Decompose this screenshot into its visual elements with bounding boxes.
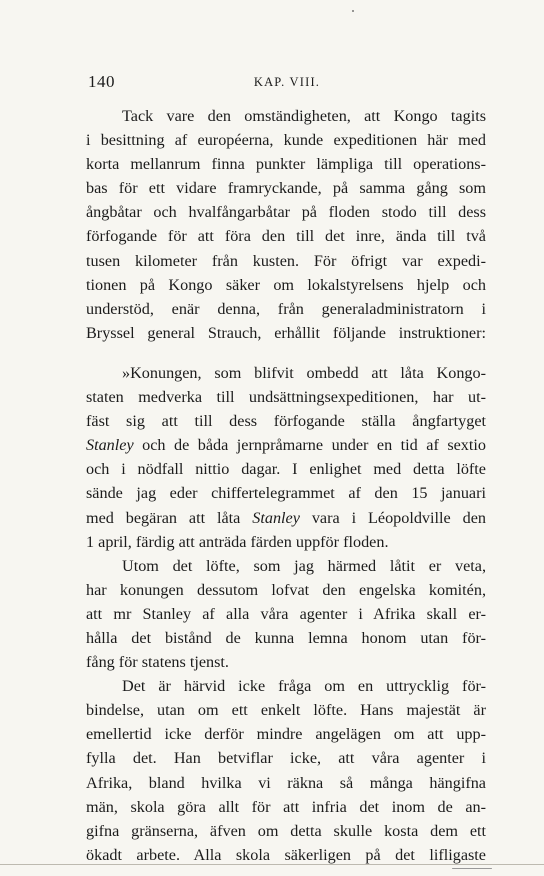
text-line: tionen på Kongo säker om lokalstyrelsens hjelp och (86, 275, 486, 294)
text-line: staten medverka till undsättningsexpeditionen, har ut- (86, 388, 486, 407)
text-line: Utom det löfte, som jag härmed låtit er veta, (122, 556, 486, 575)
paragraph-1 (86, 104, 486, 345)
page-header (88, 72, 486, 96)
text-line: Tack vare den omständigheten, att Kongo tagits (122, 107, 486, 125)
text-line: »Konungen, som blifvit ombedd att låta Kongo- (122, 363, 486, 382)
text-line: och i nödfall nittio dagar. I enlighet med detta löfte (86, 460, 486, 479)
text-line: gifna gränserna, äfven om detta skulle kosta dem ett (86, 821, 486, 840)
text-line: män, skola göra allt för att infria det inom de an- (86, 797, 486, 816)
body-text (86, 104, 486, 867)
paragraph-3 (86, 554, 486, 674)
paper-speck (352, 10, 354, 12)
text-line: i besittning af européerna, kunde expeditionen här med (86, 131, 486, 150)
text-line: förfogande för att föra den till det inre, ända till två (86, 227, 486, 246)
text-line: ångbåtar och hvalfångarbåtar på floden stodo till dess (86, 203, 486, 222)
text-line: bas för ett vidare framryckande, på samma gång som (86, 179, 486, 198)
ship-name: Stanley (86, 436, 134, 455)
text-line: tusen kilometer från kusten. För öfrigt var expedi- (86, 251, 486, 270)
text-line: Stanley och de båda jernpråmarne under en tid af sextio (86, 436, 486, 455)
text-line: fylla det. Han betviflar icke, att våra agenter i (86, 749, 486, 768)
text-line: understöd, enär denna, från generaladministratorn i (86, 299, 486, 318)
text-line: Bryssel general Strauch, erhållit följande instruktioner: (86, 323, 486, 342)
text-line: bindelse, utan om ett enkelt löfte. Hans majestät är (86, 701, 486, 720)
page-edge-rule (0, 864, 544, 865)
text-line: Det är härvid icke fråga om en uttrycklig för- (122, 677, 486, 696)
text-line: 1 april, färdig att anträda färden uppför floden. (86, 532, 389, 551)
text-line: hålla det bistånd de kunna lemna honom utan för- (86, 628, 486, 647)
text-line: korta mellanrum finna punkter lämpliga till operations- (86, 155, 486, 174)
ship-name: Stanley (252, 508, 300, 527)
text-line: fäst sig att till dess förfogande ställa ångfartyget (86, 412, 486, 431)
text-line: fång för statens tjenst. (86, 653, 229, 672)
running-head: KAP. VIII. (253, 75, 321, 89)
text-line: emellertid icke derför mindre angelägen om att upp- (86, 725, 486, 744)
paragraph-gap (86, 345, 486, 361)
page-number: 140 (88, 72, 115, 91)
text-line: har konungen dessutom lofvat den engelska komitén, (86, 580, 486, 599)
text-line: ökadt arbete. Alla skola säkerligen på det lifligaste (86, 845, 486, 864)
paragraph-4 (86, 674, 486, 867)
text-line: Afrika, bland hvilka vi räkna så många hängifna (86, 773, 486, 792)
paragraph-2 (86, 361, 486, 554)
text-line: att mr Stanley af alla våra agenter i Afrika skall er- (86, 604, 486, 623)
text-line: sände jag eder chiffertelegrammet af den 15 januari (86, 484, 486, 503)
paper-speck (452, 868, 492, 869)
text-line: med begäran att låta Stanley vara i Léopoldville den (86, 508, 486, 527)
